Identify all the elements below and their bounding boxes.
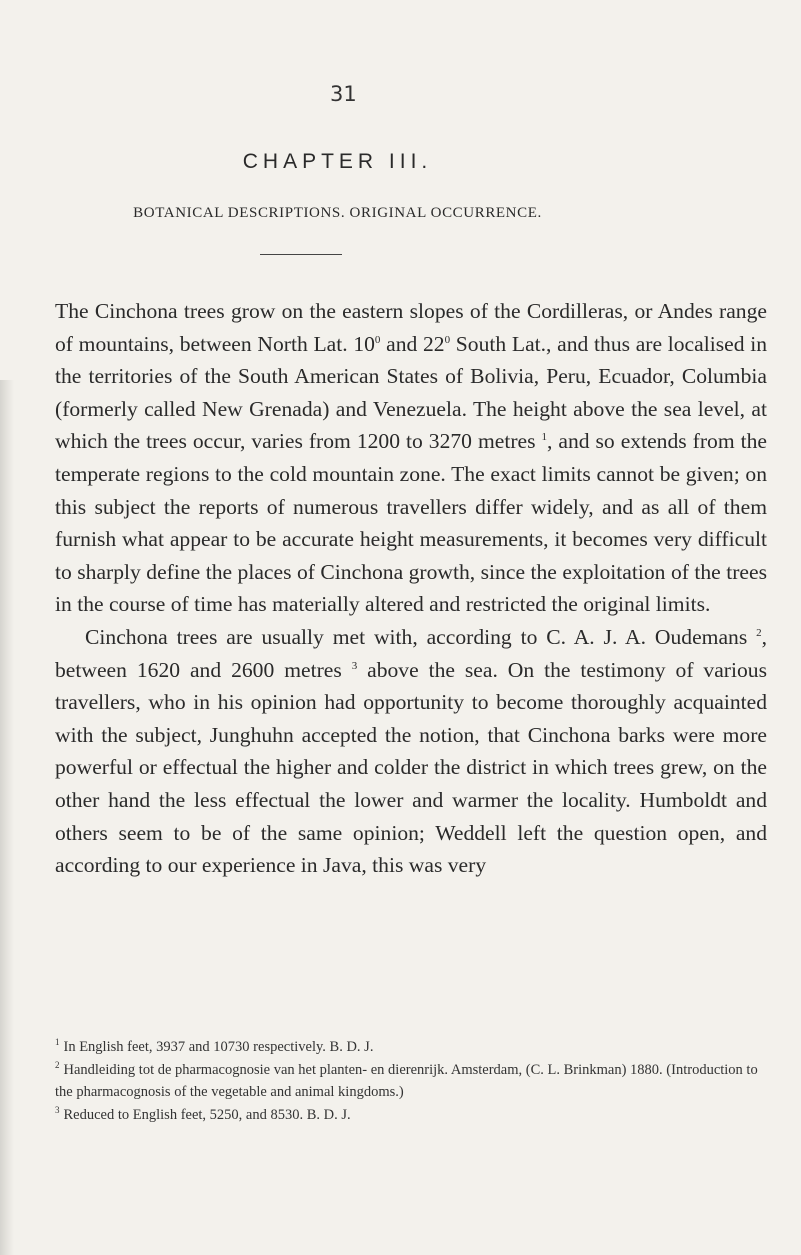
- paragraph-1: [55, 295, 767, 621]
- text-span: and 22: [380, 331, 445, 356]
- paragraph-2: [55, 621, 767, 882]
- footnotes: [55, 1036, 767, 1126]
- footnote-text: Handleiding tot de pharmacognosie van het planten- en dierenrijk. Amsterdam, (C. L. Brinkman) 1880. (Introduction to the pharmacognosis of the vegetable and animal kingdoms.): [55, 1061, 758, 1101]
- footnote-text: Reduced to English feet, 5250, and 8530. B. D. J.: [63, 1106, 351, 1123]
- footnote-mark: 1: [55, 1037, 60, 1047]
- chapter-title: CHAPTER III.: [242, 150, 433, 173]
- section-divider: [260, 254, 342, 255]
- page-number: 31: [330, 82, 357, 106]
- footnote: [55, 1104, 767, 1127]
- footnote: [55, 1059, 767, 1104]
- text-span: , between 1620 and 2600 metres: [55, 624, 767, 682]
- text-span: Cinchona trees are usually met with, according to C. A. J. A. Oudemans: [85, 624, 757, 649]
- body-text: [55, 295, 767, 882]
- text-span: , and so extends from the temperate regions to the cold mountain zone. The exact limits cannot be given; on this subject the reports of numerous travellers differ widely, and as all of them furnish what appear to be accurate height measurements, it becomes very difficult to sharply define the places of Cinchona growth, since the exploitation of the trees in the course of time has materially altered and restricted the original limits.: [55, 429, 767, 617]
- footnote-ref: 1: [541, 431, 547, 444]
- footnote-mark: 3: [55, 1104, 60, 1115]
- degree-mark: 0: [444, 333, 451, 346]
- degree-mark: 0: [374, 333, 381, 346]
- footnote: [55, 1036, 767, 1059]
- footnote-text: In English feet, 3937 and 10730 respectively. B. D. J.: [63, 1039, 374, 1055]
- footnote-ref: 2: [756, 626, 762, 639]
- text-span: above the sea. On the testimony of various travellers, who in his opinion had opportunity to become thoroughly acquainted with the subject, Junghuhn accepted the notion, that Cinchona barks were more powerful or effectual the higher and colder the district in which trees grew, on the other hand the less effectual the lower and warmer the locality. Humboldt and others seem to be of the same opinion; Weddell left the question open, and according to our experience in Java, this was very: [55, 657, 767, 878]
- text-span: South Lat., and thus are localised in the territories of the South American States of Bolivia, Peru, Ecuador, Columbia (formerly called New Grenada) and Venezuela. The height above the sea level, at which the trees occur, varies from 1200 to 3270 metres: [55, 331, 768, 454]
- footnote-ref: 3: [351, 659, 358, 672]
- chapter-subtitle: BOTANICAL DESCRIPTIONS. ORIGINAL OCCURRENCE.: [133, 205, 542, 221]
- text-span: The Cinchona trees grow on the eastern slopes of the Cordilleras, or Andes range of mountains, between North Lat. 10: [55, 299, 767, 356]
- footnote-mark: 2: [55, 1059, 60, 1070]
- page-edge-shadow: [0, 380, 14, 1255]
